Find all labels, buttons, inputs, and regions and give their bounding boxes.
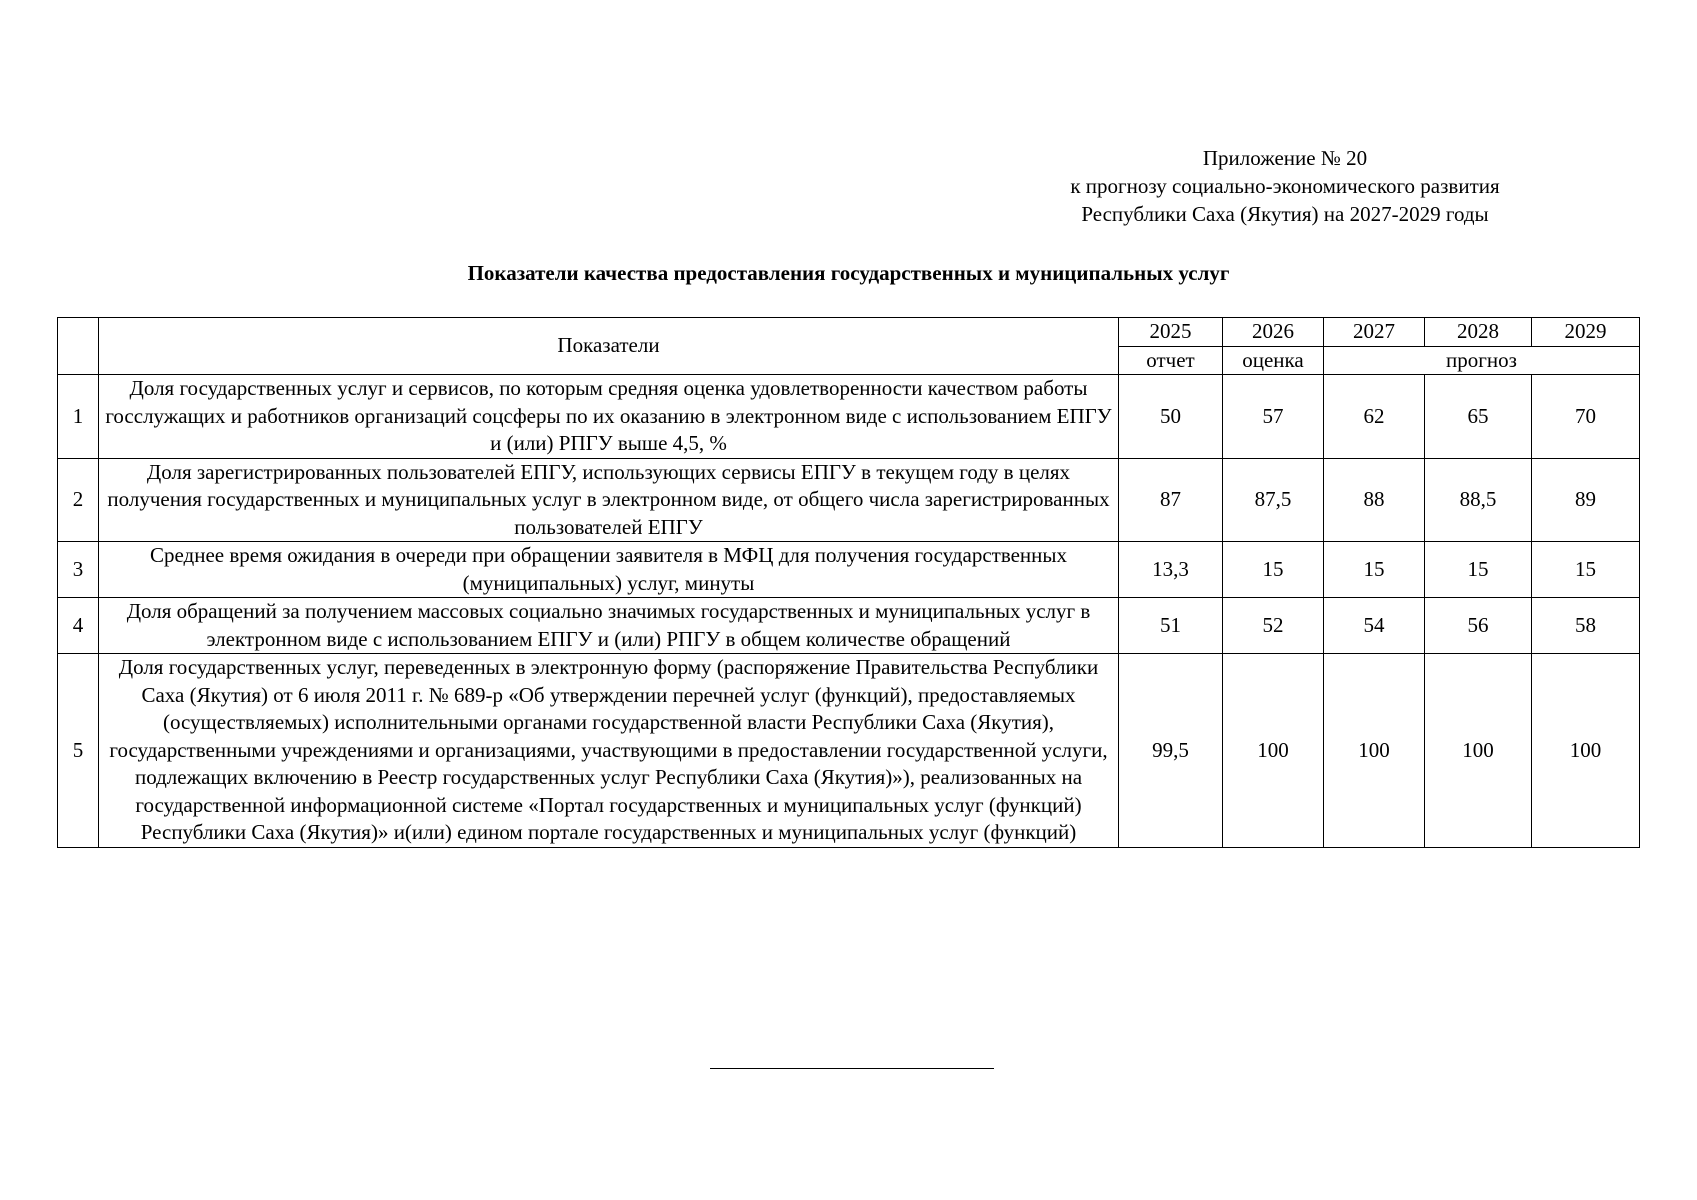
value-2028: 88,5 <box>1425 458 1532 542</box>
row-indicator-text: Доля государственных услуг и сервисов, по которым средняя оценка удовлетворенности качеством работы госслужащих и работников организаций соцсферы по их оказанию в электронном виде с использованием ЕПГУ и (или) РПГУ выше 4,5, % <box>99 375 1119 459</box>
row-number: 5 <box>58 654 99 848</box>
appendix-subject: Республики Саха (Якутия) на 2027-2029 годы <box>1081 202 1489 226</box>
appendix-reference: к прогнозу социально-экономического развития <box>1070 174 1500 198</box>
document-title: Показатели качества предоставления государственных и муниципальных услуг <box>467 261 1230 285</box>
row-indicator-text: Доля обращений за получением массовых социально значимых государственных и муниципальных услуг в электронном виде с использованием ЕПГУ и (или) РПГУ в общем количестве обращений <box>99 598 1119 654</box>
value-2026: 52 <box>1223 598 1324 654</box>
header-report: отчет <box>1119 346 1223 375</box>
header-estimate: оценка <box>1223 346 1324 375</box>
value-2027: 100 <box>1324 654 1425 848</box>
row-number: 4 <box>58 598 99 654</box>
table-row <box>58 375 1640 459</box>
value-2026: 87,5 <box>1223 458 1324 542</box>
value-2026: 15 <box>1223 542 1324 598</box>
value-2026: 57 <box>1223 375 1324 459</box>
value-2028: 65 <box>1425 375 1532 459</box>
table-row <box>58 598 1640 654</box>
row-number: 2 <box>58 458 99 542</box>
header-year-2028: 2028 <box>1425 318 1532 347</box>
value-2025: 13,3 <box>1119 542 1223 598</box>
header-num-cell <box>58 318 99 375</box>
appendix-header <box>1005 144 1565 228</box>
header-year-2025: 2025 <box>1119 318 1223 347</box>
header-indicators: Показатели <box>99 318 1119 375</box>
value-2029: 15 <box>1532 542 1640 598</box>
header-year-2029: 2029 <box>1532 318 1640 347</box>
value-2027: 15 <box>1324 542 1425 598</box>
table-row <box>58 542 1640 598</box>
appendix-number: Приложение № 20 <box>1202 146 1368 170</box>
value-2025: 87 <box>1119 458 1223 542</box>
row-indicator-text: Среднее время ожидания в очереди при обращении заявителя в МФЦ для получения государственных (муниципальных) услуг, минуты <box>99 542 1119 598</box>
footer-separator-line <box>710 1068 994 1069</box>
value-2029: 58 <box>1532 598 1640 654</box>
header-forecast: прогноз <box>1324 346 1640 375</box>
value-2025: 51 <box>1119 598 1223 654</box>
value-2027: 54 <box>1324 598 1425 654</box>
row-indicator-text: Доля государственных услуг, переведенных в электронную форму (распоряжение Правительства Республики Саха (Якутия) от 6 июля 2011 г. № 689-р «Об утверждении перечней услуг (функций), предоставляемых (осуществляемых) исполнительными органами государственной власти Республики Саха (Якутия), государственными учреждениями и организациями, участвующими в предоставлении государственной услуги, подлежащих включению в Реестр государственных услуг Республики Саха (Якутия)»), реализованных на государственной информационной системе «Портал государственных и муниципальных услуг (функций) Республики Саха (Якутия)» и(или) едином портале государственных и муниципальных услуг (функций) <box>99 654 1119 848</box>
value-2028: 100 <box>1425 654 1532 848</box>
header-row-years <box>58 318 1640 347</box>
header-year-2027: 2027 <box>1324 318 1425 347</box>
row-indicator-text: Доля зарегистрированных пользователей ЕПГУ, использующих сервисы ЕПГУ в текущем году в целях получения государственных и муниципальных услуг в электронном виде, от общего числа зарегистрированных пользователей ЕПГУ <box>99 458 1119 542</box>
header-year-2026: 2026 <box>1223 318 1324 347</box>
row-number: 1 <box>58 375 99 459</box>
value-2026: 100 <box>1223 654 1324 848</box>
indicators-table <box>57 317 1640 848</box>
value-2029: 70 <box>1532 375 1640 459</box>
table-row <box>58 654 1640 848</box>
row-number: 3 <box>58 542 99 598</box>
table-row <box>58 458 1640 542</box>
value-2029: 89 <box>1532 458 1640 542</box>
value-2028: 56 <box>1425 598 1532 654</box>
value-2027: 62 <box>1324 375 1425 459</box>
value-2028: 15 <box>1425 542 1532 598</box>
value-2025: 50 <box>1119 375 1223 459</box>
value-2029: 100 <box>1532 654 1640 848</box>
value-2027: 88 <box>1324 458 1425 542</box>
value-2025: 99,5 <box>1119 654 1223 848</box>
